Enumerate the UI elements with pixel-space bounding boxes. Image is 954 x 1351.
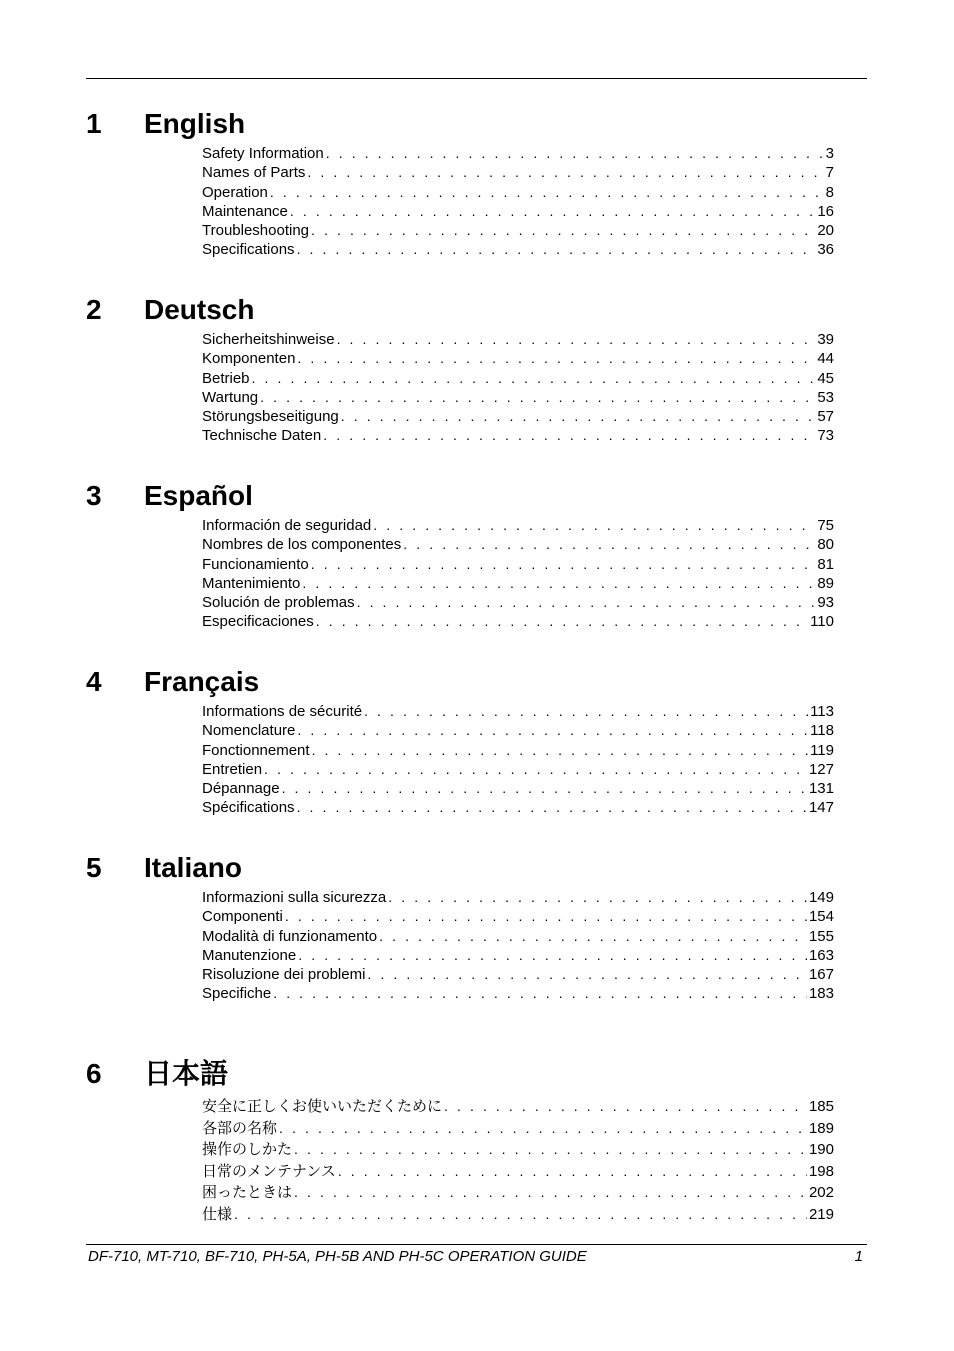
toc-entry[interactable] (202, 369, 834, 388)
toc-entry-label: Nombres de los componentes (202, 536, 402, 554)
toc-entry-label: Funcionamiento (202, 555, 309, 573)
toc-entry-page: 163 (808, 946, 834, 964)
toc-entry-label: Wartung (202, 388, 259, 406)
dot-leader (341, 407, 816, 426)
toc-entry-page: 93 (817, 594, 834, 612)
toc-section-deutsch (86, 292, 836, 446)
toc-entry-page: 147 (808, 799, 834, 817)
dot-leader (290, 202, 815, 221)
toc-entry[interactable] (202, 555, 834, 574)
dot-leader (294, 1182, 807, 1203)
toc-entry-page: 185 (808, 1098, 834, 1115)
toc-entry-label: Specifiche (202, 985, 272, 1003)
dot-leader (297, 349, 815, 368)
toc-section-francais (86, 664, 836, 818)
toc-entry-label: Información de seguridad (202, 517, 372, 534)
toc-entry-page: 89 (817, 574, 834, 592)
toc-entry[interactable] (202, 907, 834, 926)
section-title: Français (144, 666, 260, 697)
dot-leader (282, 779, 807, 798)
header-rule (86, 78, 867, 79)
dot-leader (357, 593, 816, 612)
dot-leader (298, 946, 807, 965)
toc-entry[interactable] (202, 1118, 834, 1140)
toc-section-english (86, 106, 836, 260)
section-title: Deutsch (144, 294, 255, 325)
dot-leader (297, 798, 807, 817)
dot-leader (297, 721, 808, 740)
dot-leader (260, 388, 815, 407)
toc-entry[interactable] (202, 349, 834, 368)
toc-entry[interactable] (202, 779, 834, 798)
toc-entry-page: 113 (810, 703, 834, 720)
toc-entry-list (202, 1096, 834, 1225)
toc-entry[interactable] (202, 888, 834, 907)
toc-entry-page: 3 (825, 145, 834, 162)
toc-entry[interactable] (202, 593, 834, 612)
toc-entry-page: 80 (817, 536, 834, 554)
toc-entry[interactable] (202, 163, 834, 182)
toc-entry-page: 45 (817, 369, 834, 387)
toc-entry-page: 8 (825, 183, 834, 201)
toc-entry[interactable] (202, 221, 834, 240)
toc-entry-label: Modalità di funzionamento (202, 927, 378, 945)
toc-entry[interactable] (202, 1204, 834, 1226)
toc-entry[interactable] (202, 240, 834, 259)
dot-leader (373, 516, 815, 535)
dot-leader (307, 163, 823, 182)
dot-leader (270, 183, 824, 202)
toc-entry[interactable] (202, 1096, 834, 1118)
dot-leader (444, 1096, 807, 1117)
section-heading (86, 1056, 836, 1096)
footer-document-title: DF-710, MT-710, BF-710, PH-5A, PH-5B AND PH-5C OPERATION GUIDE (88, 1248, 587, 1265)
toc-entry-page: 75 (817, 517, 834, 534)
toc-entry[interactable] (202, 330, 834, 349)
toc-entry-page: 110 (810, 613, 834, 631)
toc-entry-label: Maintenance (202, 202, 288, 220)
dot-leader (252, 369, 816, 388)
toc-entry[interactable] (202, 1161, 834, 1183)
dot-leader (403, 535, 815, 554)
toc-entry-label: Names of Parts (202, 164, 306, 182)
toc-entry-page: 118 (810, 722, 834, 740)
section-heading (86, 292, 836, 330)
toc-entry-page: 131 (808, 780, 834, 798)
toc-entry[interactable] (202, 407, 834, 426)
toc-entry-label: Betrieb (202, 369, 250, 387)
toc-entry-page: 198 (808, 1162, 834, 1180)
toc-entry[interactable] (202, 702, 834, 721)
dot-leader (388, 888, 807, 907)
toc-entry[interactable] (202, 741, 834, 760)
toc-entry-page: 39 (817, 331, 834, 348)
toc-entry[interactable] (202, 183, 834, 202)
toc-entry-list (202, 888, 834, 1004)
toc-entry-list (202, 702, 834, 818)
toc-entry[interactable] (202, 946, 834, 965)
toc-entry-label: Especificaciones (202, 613, 314, 631)
toc-entry-page: 57 (817, 408, 834, 426)
toc-entry[interactable] (202, 144, 834, 163)
toc-entry[interactable] (202, 388, 834, 407)
dot-leader (294, 1139, 807, 1160)
toc-entry[interactable] (202, 927, 834, 946)
section-number: 4 (86, 666, 102, 697)
toc-entry-list (202, 144, 834, 260)
section-number: 6 (86, 1058, 102, 1089)
toc-entry-label: Troubleshooting (202, 222, 310, 240)
dot-leader (311, 555, 816, 574)
section-number: 3 (86, 480, 102, 511)
toc-entry-label: 安全に正しくお使いいただくために (202, 1098, 443, 1115)
toc-section-italiano (86, 850, 836, 1004)
section-number: 5 (86, 852, 102, 883)
section-title: Español (144, 480, 253, 511)
dot-leader (316, 612, 808, 631)
toc-entry-page: 81 (817, 555, 834, 573)
toc-entry[interactable] (202, 721, 834, 740)
toc-entry-label: Operation (202, 183, 268, 201)
toc-entry-page: 155 (808, 927, 834, 945)
toc-entry-page: 73 (817, 427, 834, 445)
dot-leader (264, 760, 807, 779)
toc-entry-label: Informazioni sulla sicurezza (202, 889, 387, 906)
dot-leader (338, 1161, 807, 1182)
toc-entry-label: Risoluzione dei problemi (202, 966, 366, 984)
toc-entry-label: Solución de problemas (202, 594, 355, 612)
toc-entry-label: Nomenclature (202, 722, 296, 740)
toc-entry[interactable] (202, 1182, 834, 1204)
toc-entry-label: Safety Information (202, 145, 324, 162)
toc-entry-label: Störungsbeseitigung (202, 408, 339, 426)
toc-entry-page: 219 (808, 1205, 834, 1223)
toc-section-japanese (86, 1056, 836, 1225)
toc-entry[interactable] (202, 760, 834, 779)
section-heading (86, 478, 836, 516)
dot-leader (279, 1118, 807, 1139)
toc-entry-page: 127 (808, 760, 834, 778)
dot-leader (297, 240, 816, 259)
section-heading (86, 664, 836, 702)
toc-section-espanol (86, 478, 836, 632)
toc-entry-page: 20 (817, 222, 834, 240)
dot-leader (311, 221, 815, 240)
toc-entry[interactable] (202, 965, 834, 984)
section-title: English (144, 108, 246, 139)
toc-entry-label: Entretien (202, 760, 263, 778)
section-number: 2 (86, 294, 102, 325)
section-heading (86, 850, 836, 888)
toc-entry[interactable] (202, 426, 834, 445)
toc-entry-label: 仕様 (202, 1205, 233, 1223)
section-number: 1 (86, 108, 102, 139)
dot-leader (285, 907, 807, 926)
dot-leader (337, 330, 816, 349)
toc-entry[interactable] (202, 984, 834, 1003)
toc-entry-page: 53 (817, 388, 834, 406)
toc-entry-page: 7 (825, 164, 834, 182)
toc-entry[interactable] (202, 574, 834, 593)
toc-entry[interactable] (202, 535, 834, 554)
toc-entry-page: 183 (808, 985, 834, 1003)
toc-entry[interactable] (202, 202, 834, 221)
toc-entry-label: Componenti (202, 908, 283, 926)
toc-entry-label: Sicherheitshinweise (202, 331, 335, 348)
toc-entry-label: 操作のしかた (202, 1141, 293, 1158)
toc-entry-page: 36 (817, 241, 834, 259)
dot-leader (302, 574, 815, 593)
section-heading (86, 106, 836, 144)
footer-page-number: 1 (854, 1248, 863, 1265)
dot-leader (326, 144, 824, 163)
dot-leader (234, 1204, 807, 1225)
toc-entry-list (202, 516, 834, 632)
toc-entry[interactable] (202, 516, 834, 535)
toc-entry-label: Technische Daten (202, 427, 322, 445)
toc-entry-label: 各部の名称 (202, 1119, 278, 1137)
toc-entry-page: 190 (808, 1141, 834, 1158)
toc-entry-label: Komponenten (202, 350, 296, 368)
toc-entry-page: 119 (810, 741, 834, 759)
toc-entry-label: 困ったときは (202, 1184, 293, 1201)
dot-leader (379, 927, 807, 946)
toc-entry-label: Spécifications (202, 799, 295, 817)
toc-entry-page: 149 (808, 889, 834, 906)
section-title: Italiano (144, 852, 243, 883)
toc-entry-label: Mantenimiento (202, 574, 301, 592)
toc-entry-page: 202 (808, 1184, 834, 1201)
toc-entry-label: Informations de sécurité (202, 703, 363, 720)
toc-entry-page: 44 (817, 350, 834, 368)
toc-entry-page: 167 (808, 966, 834, 984)
dot-leader (273, 984, 807, 1003)
dot-leader (323, 426, 815, 445)
toc-entry[interactable] (202, 1139, 834, 1161)
toc-entry[interactable] (202, 798, 834, 817)
toc-entry-label: Fonctionnement (202, 741, 310, 759)
dot-leader (364, 702, 808, 721)
footer-rule (86, 1244, 867, 1245)
toc-entry-page: 154 (808, 908, 834, 926)
toc-entry-label: Specifications (202, 241, 295, 259)
toc-entry-label: 日常のメンテナンス (202, 1162, 336, 1180)
dot-leader (312, 741, 809, 760)
dot-leader (367, 965, 807, 984)
toc-entry-list (202, 330, 834, 446)
toc-entry-page: 16 (817, 202, 834, 220)
toc-entry[interactable] (202, 612, 834, 631)
toc-entry-page: 189 (808, 1119, 834, 1137)
toc-entry-label: Dépannage (202, 780, 280, 798)
toc-entry-label: Manutenzione (202, 946, 297, 964)
section-title: 日本語 (144, 1058, 229, 1089)
